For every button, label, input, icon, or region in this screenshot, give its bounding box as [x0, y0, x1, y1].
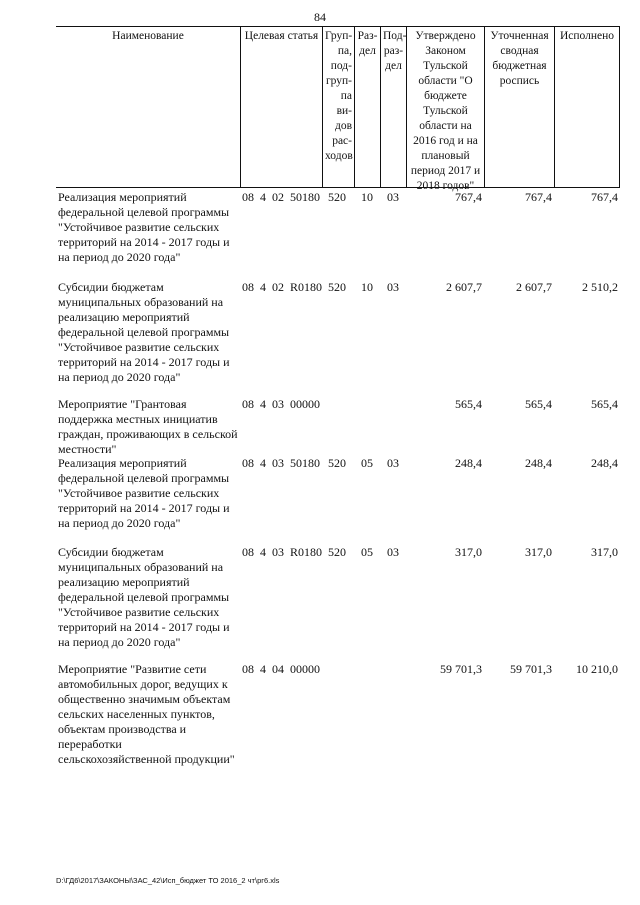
target-article-part: 08	[242, 662, 254, 676]
header-executed: Исполнено	[554, 27, 620, 187]
table-header	[56, 26, 620, 192]
target-article-part: 4	[260, 280, 266, 294]
row-name: Мероприятие "Грантовая поддержка местных инициатив граждан, проживающих в сельской местности"	[58, 397, 238, 456]
section: 10	[361, 280, 373, 294]
target-article-part: 4	[260, 662, 266, 676]
header-subsection: Под-раз-дел	[380, 27, 406, 187]
header-section: Раз-дел	[354, 27, 380, 187]
approved-value: 767,4	[455, 190, 482, 204]
target-article-part: 08	[242, 397, 254, 411]
subsection: 03	[387, 190, 399, 204]
section: 05	[361, 545, 373, 559]
row-name: Мероприятие "Развитие сети автомобильных дорог, ведущих к общественно значимым объектам сельских населенных пунктов, объектам производства и переработки сельскохозяйственной продукции"	[58, 662, 235, 766]
target-article-part: 4	[260, 545, 266, 559]
approved-value: 565,4	[455, 397, 482, 411]
executed-value: 565,4	[591, 397, 618, 411]
expense-group: 520	[328, 456, 346, 470]
row-name: Субсидии бюджетам муниципальных образований на реализацию мероприятий федеральной целевой программы "Устойчивое развитие сельских территорий на 2014 - 2017 годы и на период до 2020 года"	[58, 280, 230, 384]
executed-value: 10 210,0	[576, 662, 618, 676]
target-article-part: 4	[260, 190, 266, 204]
target-article-part: 50180	[290, 456, 320, 470]
approved-value: 59 701,3	[440, 662, 482, 676]
file-path-footer: D:\ГД6\2017\ЗАКОНЫ\ЗАС_42\Исп_бюджет ТО 2016_2 чт\рг6.xls	[56, 876, 280, 885]
refined-value: 767,4	[525, 190, 552, 204]
target-article-part: 00000	[290, 397, 320, 411]
header-expense-group: Груп-па, под-груп-па ви-дов рас-ходов	[322, 27, 354, 187]
refined-value: 2 607,7	[516, 280, 552, 294]
executed-value: 767,4	[591, 190, 618, 204]
target-article-part: 02	[272, 190, 284, 204]
target-article-part: 04	[272, 662, 284, 676]
page-number: 84	[314, 10, 326, 24]
executed-value: 2 510,2	[582, 280, 618, 294]
refined-value: 317,0	[525, 545, 552, 559]
section: 05	[361, 456, 373, 470]
row-name: Реализация мероприятий федеральной целевой программы "Устойчивое развитие сельских территорий на 2014 - 2017 годы и на период до 2020 года"	[58, 190, 230, 264]
approved-value: 317,0	[455, 545, 482, 559]
subsection: 03	[387, 280, 399, 294]
target-article-part: 08	[242, 545, 254, 559]
target-article-part: 4	[260, 397, 266, 411]
target-article-part: R0180	[290, 280, 323, 294]
refined-value: 565,4	[525, 397, 552, 411]
target-article-part: 03	[272, 456, 284, 470]
expense-group: 520	[328, 190, 346, 204]
expense-group: 520	[328, 545, 346, 559]
target-article-part: 4	[260, 456, 266, 470]
target-article-part: 08	[242, 456, 254, 470]
row-name: Реализация мероприятий федеральной целевой программы "Устойчивое развитие сельских территорий на 2014 - 2017 годы и на период до 2020 года"	[58, 456, 230, 530]
subsection: 03	[387, 456, 399, 470]
target-article-part: 03	[272, 545, 284, 559]
executed-value: 317,0	[591, 545, 618, 559]
subsection: 03	[387, 545, 399, 559]
approved-value: 248,4	[455, 456, 482, 470]
refined-value: 248,4	[525, 456, 552, 470]
target-article-part: 03	[272, 397, 284, 411]
target-article-part: 50180	[290, 190, 320, 204]
refined-value: 59 701,3	[510, 662, 552, 676]
header-target-article: Целевая статья	[240, 27, 322, 187]
header-name: Наименование	[112, 30, 184, 42]
executed-value: 248,4	[591, 456, 618, 470]
row-name: Субсидии бюджетам муниципальных образований на реализацию мероприятий федеральной целевой программы "Устойчивое развитие сельских территорий на 2014 - 2017 годы и на период до 2020 года"	[58, 545, 230, 649]
section: 10	[361, 190, 373, 204]
target-article-part: 02	[272, 280, 284, 294]
header-approved: Утверждено Законом Тульской области "О бюджете Тульской области на 2016 год и на плановый период 2017 и 2018 годов"	[406, 27, 484, 187]
target-article-part: 08	[242, 190, 254, 204]
target-article-part: 08	[242, 280, 254, 294]
approved-value: 2 607,7	[446, 280, 482, 294]
expense-group: 520	[328, 280, 346, 294]
header-refined: Уточненная сводная бюджетная роспись	[484, 27, 554, 187]
target-article-part: 00000	[290, 662, 320, 676]
target-article-part: R0180	[290, 545, 323, 559]
